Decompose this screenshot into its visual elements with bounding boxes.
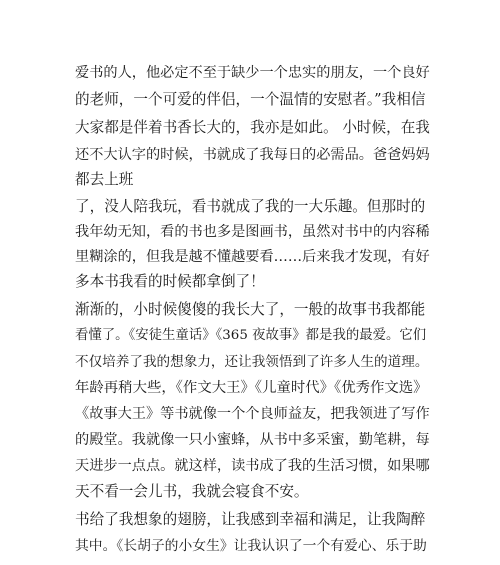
text-line-2: 的老师，一个可爱的伴侣，一个温情的安慰者。”我相信 (75, 91, 426, 108)
text-line-7: 我年幼无知，看的书也多是图画书，虽然对书中的内容稀 (75, 224, 430, 240)
text-line-3: 大家都是伴着书香长大的，我亦是如此。 小时候，在我 (75, 119, 430, 136)
text-line-4: 还不大认字的时候，书就成了我每日的必需品。爸爸妈妈 (75, 147, 430, 163)
text-line-19: 其中。《长胡子的小女生》让我认识了一个有爱心、乐于助 (75, 538, 427, 554)
text-line-6: 了，没人陪我玩，看书就成了我的一大乐趣。但那时的 (75, 198, 426, 215)
text-line-10: 渐渐的，小时候傻傻的我长大了，一般的故事书我都能 (75, 301, 426, 318)
text-line-13: 年龄再稍大些，《作文大王》《儿童时代》《优秀作文选》 (75, 380, 428, 396)
text-line-8: 里糊涂的，但我是越不懂越要看……后来我才发现，有好 (75, 249, 430, 265)
text-line-5: 都去上班 (75, 171, 134, 188)
text-line-15: 的殿堂。我就像一只小蜜蜂，从书中多采蜜，勤笔耕，每 (75, 432, 430, 448)
text-line-1: 爱书的人，他必定不至于缺少一个忠实的朋友，一个良好 (75, 65, 430, 81)
text-line-11: 看懂了。《安徒生童话》《365 夜故事》都是我的最爱。它们 (75, 328, 427, 343)
text-line-18: 书给了我想象的翅膀，让我感到幸福和满足，让我陶醉 (75, 511, 426, 528)
text-line-12: 不仅培养了我的想象力，还让我领悟到了许多人生的道理。 (75, 354, 429, 370)
text-line-17: 天不看一会儿书，我就会寝食不安。 (75, 483, 309, 500)
text-line-9: 多本书我看的时候都拿倒了！ (75, 273, 265, 290)
text-line-14: 《故事大王》等书就像一个个良师益友，把我领进了写作 (75, 406, 430, 422)
text-line-16: 天进步一点点。就这样，读书成了我的生活习惯，如果哪 (75, 458, 430, 474)
